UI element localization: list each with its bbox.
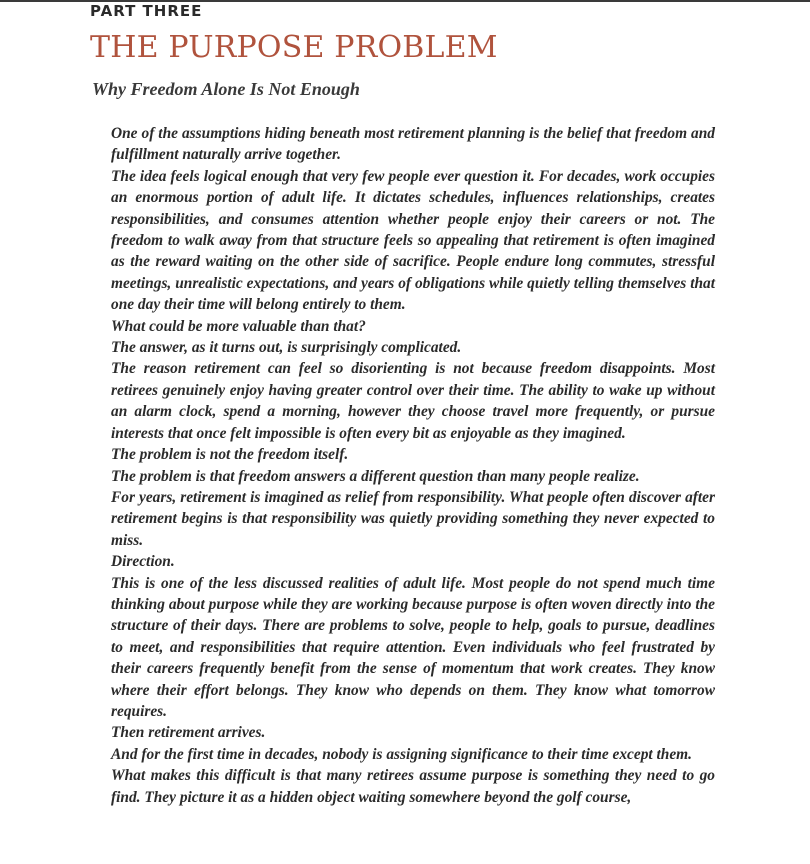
paragraph: For years, retirement is imagined as relief from responsibility. What people often discover after retirement begins is that responsibility was quietly providing something they never expected to miss. — [111, 488, 715, 549]
paragraph: The idea feels logical enough that very few people ever question it. For decades, work occupies an enormous portion of adult life. It dictates schedules, influences relationships, creates responsibilities, and consumes attention whether people enjoy their careers or not. The freedom to walk away from that structure feels so appealing that retirement is often imagined as the reward waiting on the other side of sacrifice. People endure long commutes, stressful meetings, unrealistic expectations, and years of obligations while quietly telling themselves that one day their time will belong entirely to them. — [111, 167, 715, 314]
part-label: PART THREE — [90, 2, 203, 20]
paragraph: One of the assumptions hiding beneath most retirement planning is the belief that freedom and fulfillment naturally arrive together. — [111, 125, 715, 164]
paragraph: The answer, as it turns out, is surprisingly complicated. — [111, 339, 462, 357]
paragraph: The problem is not the freedom itself. — [111, 446, 349, 464]
paragraph: The reason retirement can feel so disorienting is not because freedom disappoints. Most retirees genuinely enjoy having greater control over their time. The ability to wake up without an alarm clock, spend a morning, however they choose travel more frequently, or pursue interests that once felt impossible is often every bit as enjoyable as they imagined. — [111, 360, 715, 442]
paragraph: What could be more valuable than that? — [111, 317, 366, 335]
paragraph: Direction. — [111, 553, 175, 571]
paragraph: The problem is that freedom answers a different question than many people realize. — [111, 467, 640, 485]
body-text — [111, 123, 715, 808]
chapter-title: THE PURPOSE PROBLEM — [90, 30, 498, 65]
paragraph: And for the first time in decades, nobody is assigning significance to their time except them. — [111, 745, 692, 763]
paragraph: This is one of the less discussed realities of adult life. Most people do not spend much time thinking about purpose while they are working because purpose is often woven directly into the structure of their days. There are problems to solve, people to help, goals to pursue, deadlines to meet, and responsibilities that require attention. Even individuals who feel frustrated by their careers frequently benefit from the sense of momentum that work creates. They know where their effort belongs. They know who depends on them. They know what tomorrow requires. — [111, 574, 715, 720]
paragraph: What makes this difficult is that many retirees assume purpose is something they need to go find. They picture it as a hidden object waiting somewhere beyond the golf course, — [111, 767, 715, 806]
paragraph: Then retirement arrives. — [111, 724, 266, 742]
chapter-subtitle: Why Freedom Alone Is Not Enough — [92, 79, 360, 99]
